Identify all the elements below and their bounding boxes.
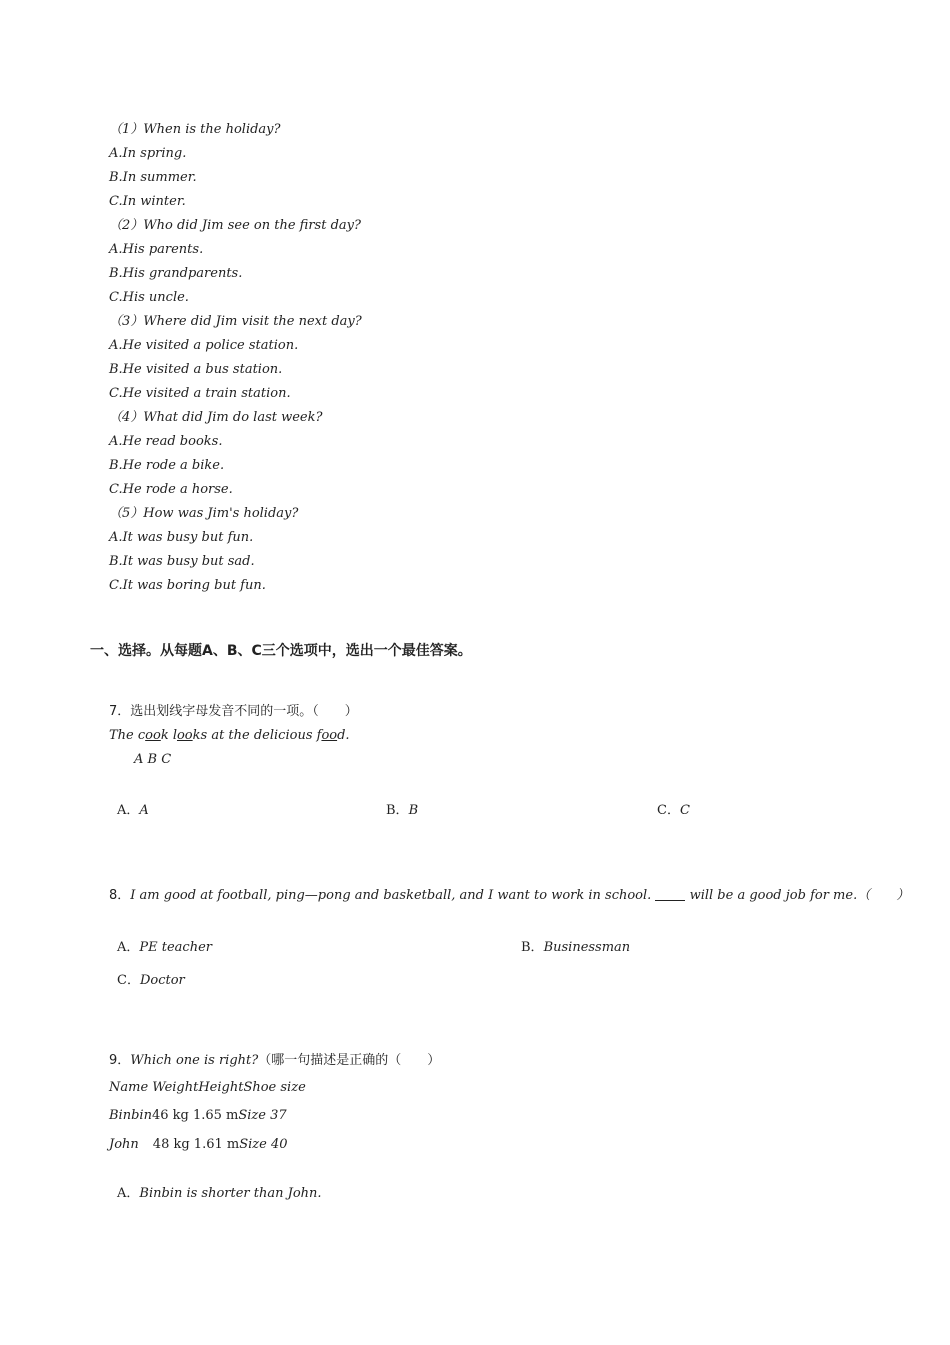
question-7-sentence xyxy=(109,728,350,744)
row-name: Binbin xyxy=(109,1108,152,1123)
underlined-letters-b: oo xyxy=(176,728,193,743)
option-4c[interactable]: C.He rode a horse. xyxy=(109,482,233,497)
option-5b[interactable]: B.It was busy but sad. xyxy=(109,554,255,569)
option-5c[interactable]: C.It was boring but fun. xyxy=(109,578,266,593)
option-1b[interactable]: B.In summer. xyxy=(109,170,197,185)
section-title: 一、选择。从每题A、B、C三个选项中，选出一个最佳答案。 xyxy=(90,643,472,659)
option-2c[interactable]: C.His uncle. xyxy=(109,290,189,305)
option-3a[interactable]: A.He visited a police station. xyxy=(109,338,299,353)
underlined-letters-c: oo xyxy=(321,728,338,743)
option-8a[interactable] xyxy=(117,940,212,956)
option-7c[interactable] xyxy=(657,803,690,819)
option-text: Binbin is shorter than John. xyxy=(139,1186,322,1201)
sentence-part: d. xyxy=(337,728,350,743)
option-text: Businessman xyxy=(543,940,631,955)
option-4b[interactable]: B.He rode a bike. xyxy=(109,458,225,473)
option-text: C xyxy=(679,803,690,818)
row-values: 46 kg 1.65 m xyxy=(151,1108,239,1123)
stem-text: I am good at football, ping—pong and basketball, and I want to work in school. xyxy=(130,888,656,903)
row-name: John xyxy=(109,1137,139,1152)
option-7a[interactable] xyxy=(117,803,149,819)
question-4: （4）What did Jim do last week? xyxy=(109,410,323,425)
row-size: Size 40 xyxy=(239,1137,288,1152)
sentence-part: The c xyxy=(109,728,146,743)
option-8b[interactable] xyxy=(521,940,630,956)
question-2: （2）Who did Jim see on the first day? xyxy=(109,218,361,233)
table-header: Name WeightHeightShoe size xyxy=(109,1080,306,1095)
row-size: Size 37 xyxy=(238,1108,287,1123)
question-number: 9． xyxy=(109,1053,131,1068)
option-7b[interactable] xyxy=(386,803,418,819)
option-3b[interactable]: B.He visited a bus station. xyxy=(109,362,283,377)
table-row-binbin xyxy=(109,1108,287,1124)
sentence-part: k l xyxy=(160,728,177,743)
option-letter: A． xyxy=(117,803,140,818)
option-text: Doctor xyxy=(139,973,185,988)
option-letter: B． xyxy=(386,803,409,818)
option-9a[interactable] xyxy=(117,1186,322,1202)
option-letter: C． xyxy=(657,803,680,818)
option-letter: C． xyxy=(117,973,140,988)
option-text: A xyxy=(139,803,149,818)
option-1a[interactable]: A.In spring. xyxy=(109,146,187,161)
underlined-letters-a: oo xyxy=(145,728,161,743)
row-values: 48 kg 1.61 m xyxy=(152,1137,240,1152)
option-letter: A． xyxy=(117,940,140,955)
table-row-john xyxy=(109,1137,288,1153)
option-2b[interactable]: B.His grandparents. xyxy=(109,266,243,281)
option-text: PE teacher xyxy=(139,940,212,955)
question-8-stem xyxy=(109,888,909,904)
question-5: （5）How was Jim's holiday? xyxy=(109,506,299,521)
option-text: B xyxy=(408,803,419,818)
option-2a[interactable]: A.His parents. xyxy=(109,242,204,257)
question-7-abc-markers: A B C xyxy=(134,752,172,767)
answer-blank[interactable] xyxy=(655,888,685,901)
option-1c[interactable]: C.In winter. xyxy=(109,194,186,209)
stem-text: will be a good job for me.（ ） xyxy=(685,888,910,903)
option-8c[interactable] xyxy=(117,973,185,989)
question-9-stem xyxy=(109,1053,440,1069)
stem-text-cn: （哪一句描述是正确的（ ） xyxy=(258,1053,441,1068)
question-7-stem: 7．选出划线字母发音不同的一项。（ ） xyxy=(109,704,358,719)
question-3: （3）Where did Jim visit the next day? xyxy=(109,314,362,329)
sentence-part: ks at the delicious f xyxy=(192,728,322,743)
option-5a[interactable]: A.It was busy but fun. xyxy=(109,530,254,545)
question-1: （1）When is the holiday? xyxy=(109,122,281,137)
stem-text: Which one is right? xyxy=(130,1053,259,1068)
option-letter: B． xyxy=(521,940,544,955)
option-4a[interactable]: A.He read books. xyxy=(109,434,223,449)
question-number: 8． xyxy=(109,888,131,903)
option-letter: A． xyxy=(117,1186,140,1201)
option-3c[interactable]: C.He visited a train station. xyxy=(109,386,291,401)
